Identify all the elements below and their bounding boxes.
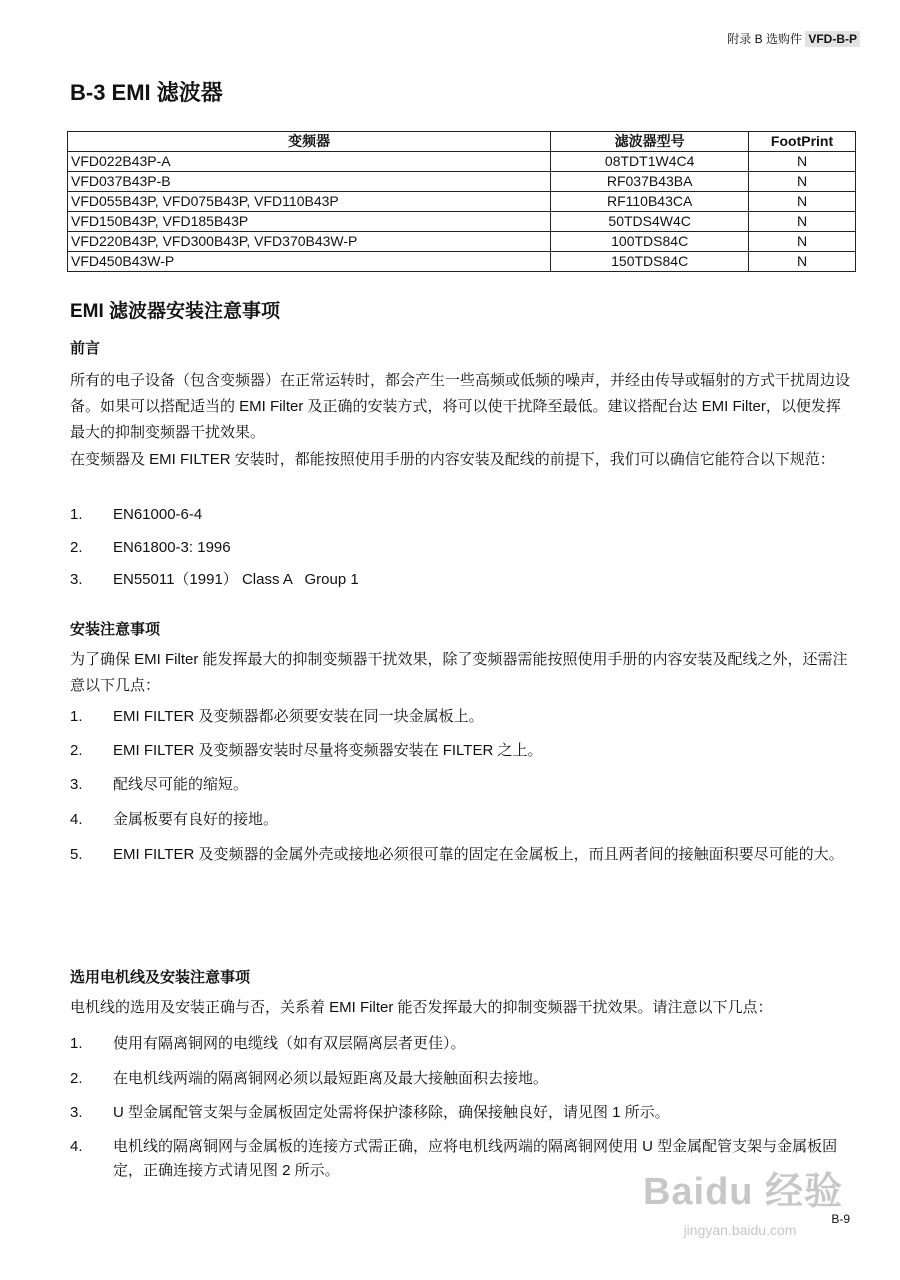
item-text: EN61000-6-4 xyxy=(113,506,203,523)
item-number: 3. xyxy=(70,776,83,793)
col-header-filter: 滤波器型号 xyxy=(551,132,749,152)
table-row xyxy=(68,232,856,252)
install-intro: 为了确保 EMI Filter 能发挥最大的抑制变频器干扰效果，除了变频器需能按照使用手册的内容安装及配线之外，还需注意以下几点： xyxy=(70,651,848,694)
item-text: 电机线的隔离铜网与金属板的连接方式需正确，应将电机线两端的隔离铜网使用 U 型金属配管支架与金属板固定，正确连接方式请见图 2 所示。 xyxy=(113,1138,838,1179)
item-text: EN55011（1991） Class A Group 1 xyxy=(113,571,359,588)
table-row xyxy=(68,172,856,192)
cell-drive: VFD055B43P, VFD075B43P, VFD110B43P xyxy=(68,192,551,212)
item-text: EMI FILTER 及变频器安装时尽量将变频器安装在 FILTER 之上。 xyxy=(113,742,543,759)
item-text: EMI FILTER 及变频器的金属外壳或接地必须很可靠的固定在金属板上，而且两者间的接触面积要尽可能的大。 xyxy=(113,846,844,863)
cell-footprint: N xyxy=(749,212,856,232)
cell-filter: 08TDT1W4C4 xyxy=(551,152,749,172)
table-header-row xyxy=(68,132,856,152)
table-row xyxy=(68,192,856,212)
section-title: EMI 滤波器安装注意事项 xyxy=(70,301,281,322)
item-text: 在电机线两端的隔离铜网必须以最短距离及最大接触面积去接地。 xyxy=(113,1070,549,1087)
item-text: EMI FILTER 及变频器都必须要安装在同一块金属板上。 xyxy=(113,708,484,725)
item-number: 3. xyxy=(70,1104,83,1121)
item-number: 4. xyxy=(70,1138,83,1155)
table-row xyxy=(68,212,856,232)
item-text: 配线尽可能的缩短。 xyxy=(113,776,249,793)
item-number: 1. xyxy=(70,1035,83,1052)
cell-footprint: N xyxy=(749,232,856,252)
cell-drive: VFD220B43P, VFD300B43P, VFD370B43W-P xyxy=(68,232,551,252)
baidu-watermark-logo: Baidu 经验 xyxy=(642,1171,844,1213)
preface-paragraph-1: 所有的电子设备（包含变频器）在正常运转时，都会产生一些高频或低频的噪声，并经由传导或辐射的方式干扰周边设备。如果可以搭配适当的 EMI Filter 及正确的安装方式，将可以使干扰降至最低。建议搭配台达 EMI Filter，以便发挥最大的抑制变频器干扰效果。 xyxy=(70,372,851,441)
table-row xyxy=(68,152,856,172)
install-heading: 安装注意事项 xyxy=(70,621,161,638)
header-text: 附录 B 选购件 xyxy=(727,32,802,46)
cell-drive: VFD150B43P, VFD185B43P xyxy=(68,212,551,232)
item-text: U 型金属配管支架与金属板固定处需将保护漆移除，确保接触良好，请见图 1 所示。 xyxy=(113,1104,670,1121)
cell-filter: RF110B43CA xyxy=(551,192,749,212)
item-number: 5. xyxy=(70,846,83,863)
preface-heading: 前言 xyxy=(70,340,101,357)
col-header-footprint: FootPrint xyxy=(749,132,856,152)
cell-drive: VFD022B43P-A xyxy=(68,152,551,172)
preface-paragraph-2: 在变频器及 EMI FILTER 安装时，都能按照使用手册的内容安装及配线的前提下，我们可以确信它能符合以下规范： xyxy=(70,451,835,468)
item-number: 2. xyxy=(70,742,83,759)
item-number: 4. xyxy=(70,811,83,828)
cell-footprint: N xyxy=(749,172,856,192)
motor-heading: 选用电机线及安装注意事项 xyxy=(70,969,251,986)
item-number: 2. xyxy=(70,1070,83,1087)
header-code: VFD-B-P xyxy=(805,31,860,47)
item-text: 金属板要有良好的接地。 xyxy=(113,811,279,828)
item-text: 使用有隔离铜网的电缆线（如有双层隔离层者更佳）。 xyxy=(113,1035,466,1052)
cell-footprint: N xyxy=(749,152,856,172)
cell-drive: VFD450B43W-P xyxy=(68,252,551,272)
item-text: EN61800-3: 1996 xyxy=(113,539,231,556)
cell-footprint: N xyxy=(749,252,856,272)
cell-filter: RF037B43BA xyxy=(551,172,749,192)
item-number: 2. xyxy=(70,539,83,556)
cell-filter: 100TDS84C xyxy=(551,232,749,252)
cell-drive: VFD037B43P-B xyxy=(68,172,551,192)
baidu-watermark-url: jingyan.baidu.com xyxy=(683,1222,797,1238)
page-number: B-9 xyxy=(831,1212,850,1226)
table-row xyxy=(68,252,856,272)
page-header xyxy=(727,30,860,47)
cell-footprint: N xyxy=(749,192,856,212)
filter-table xyxy=(67,131,856,272)
motor-intro: 电机线的选用及安装正确与否，关系着 EMI Filter 能否发挥最大的抑制变频器干扰效果。请注意以下几点： xyxy=(70,999,773,1016)
item-number: 1. xyxy=(70,506,83,523)
col-header-drive: 变频器 xyxy=(68,132,551,152)
item-number: 1. xyxy=(70,708,83,725)
page-title: B-3 EMI 滤波器 xyxy=(70,80,223,105)
item-number: 3. xyxy=(70,571,83,588)
cell-filter: 150TDS84C xyxy=(551,252,749,272)
cell-filter: 50TDS4W4C xyxy=(551,212,749,232)
